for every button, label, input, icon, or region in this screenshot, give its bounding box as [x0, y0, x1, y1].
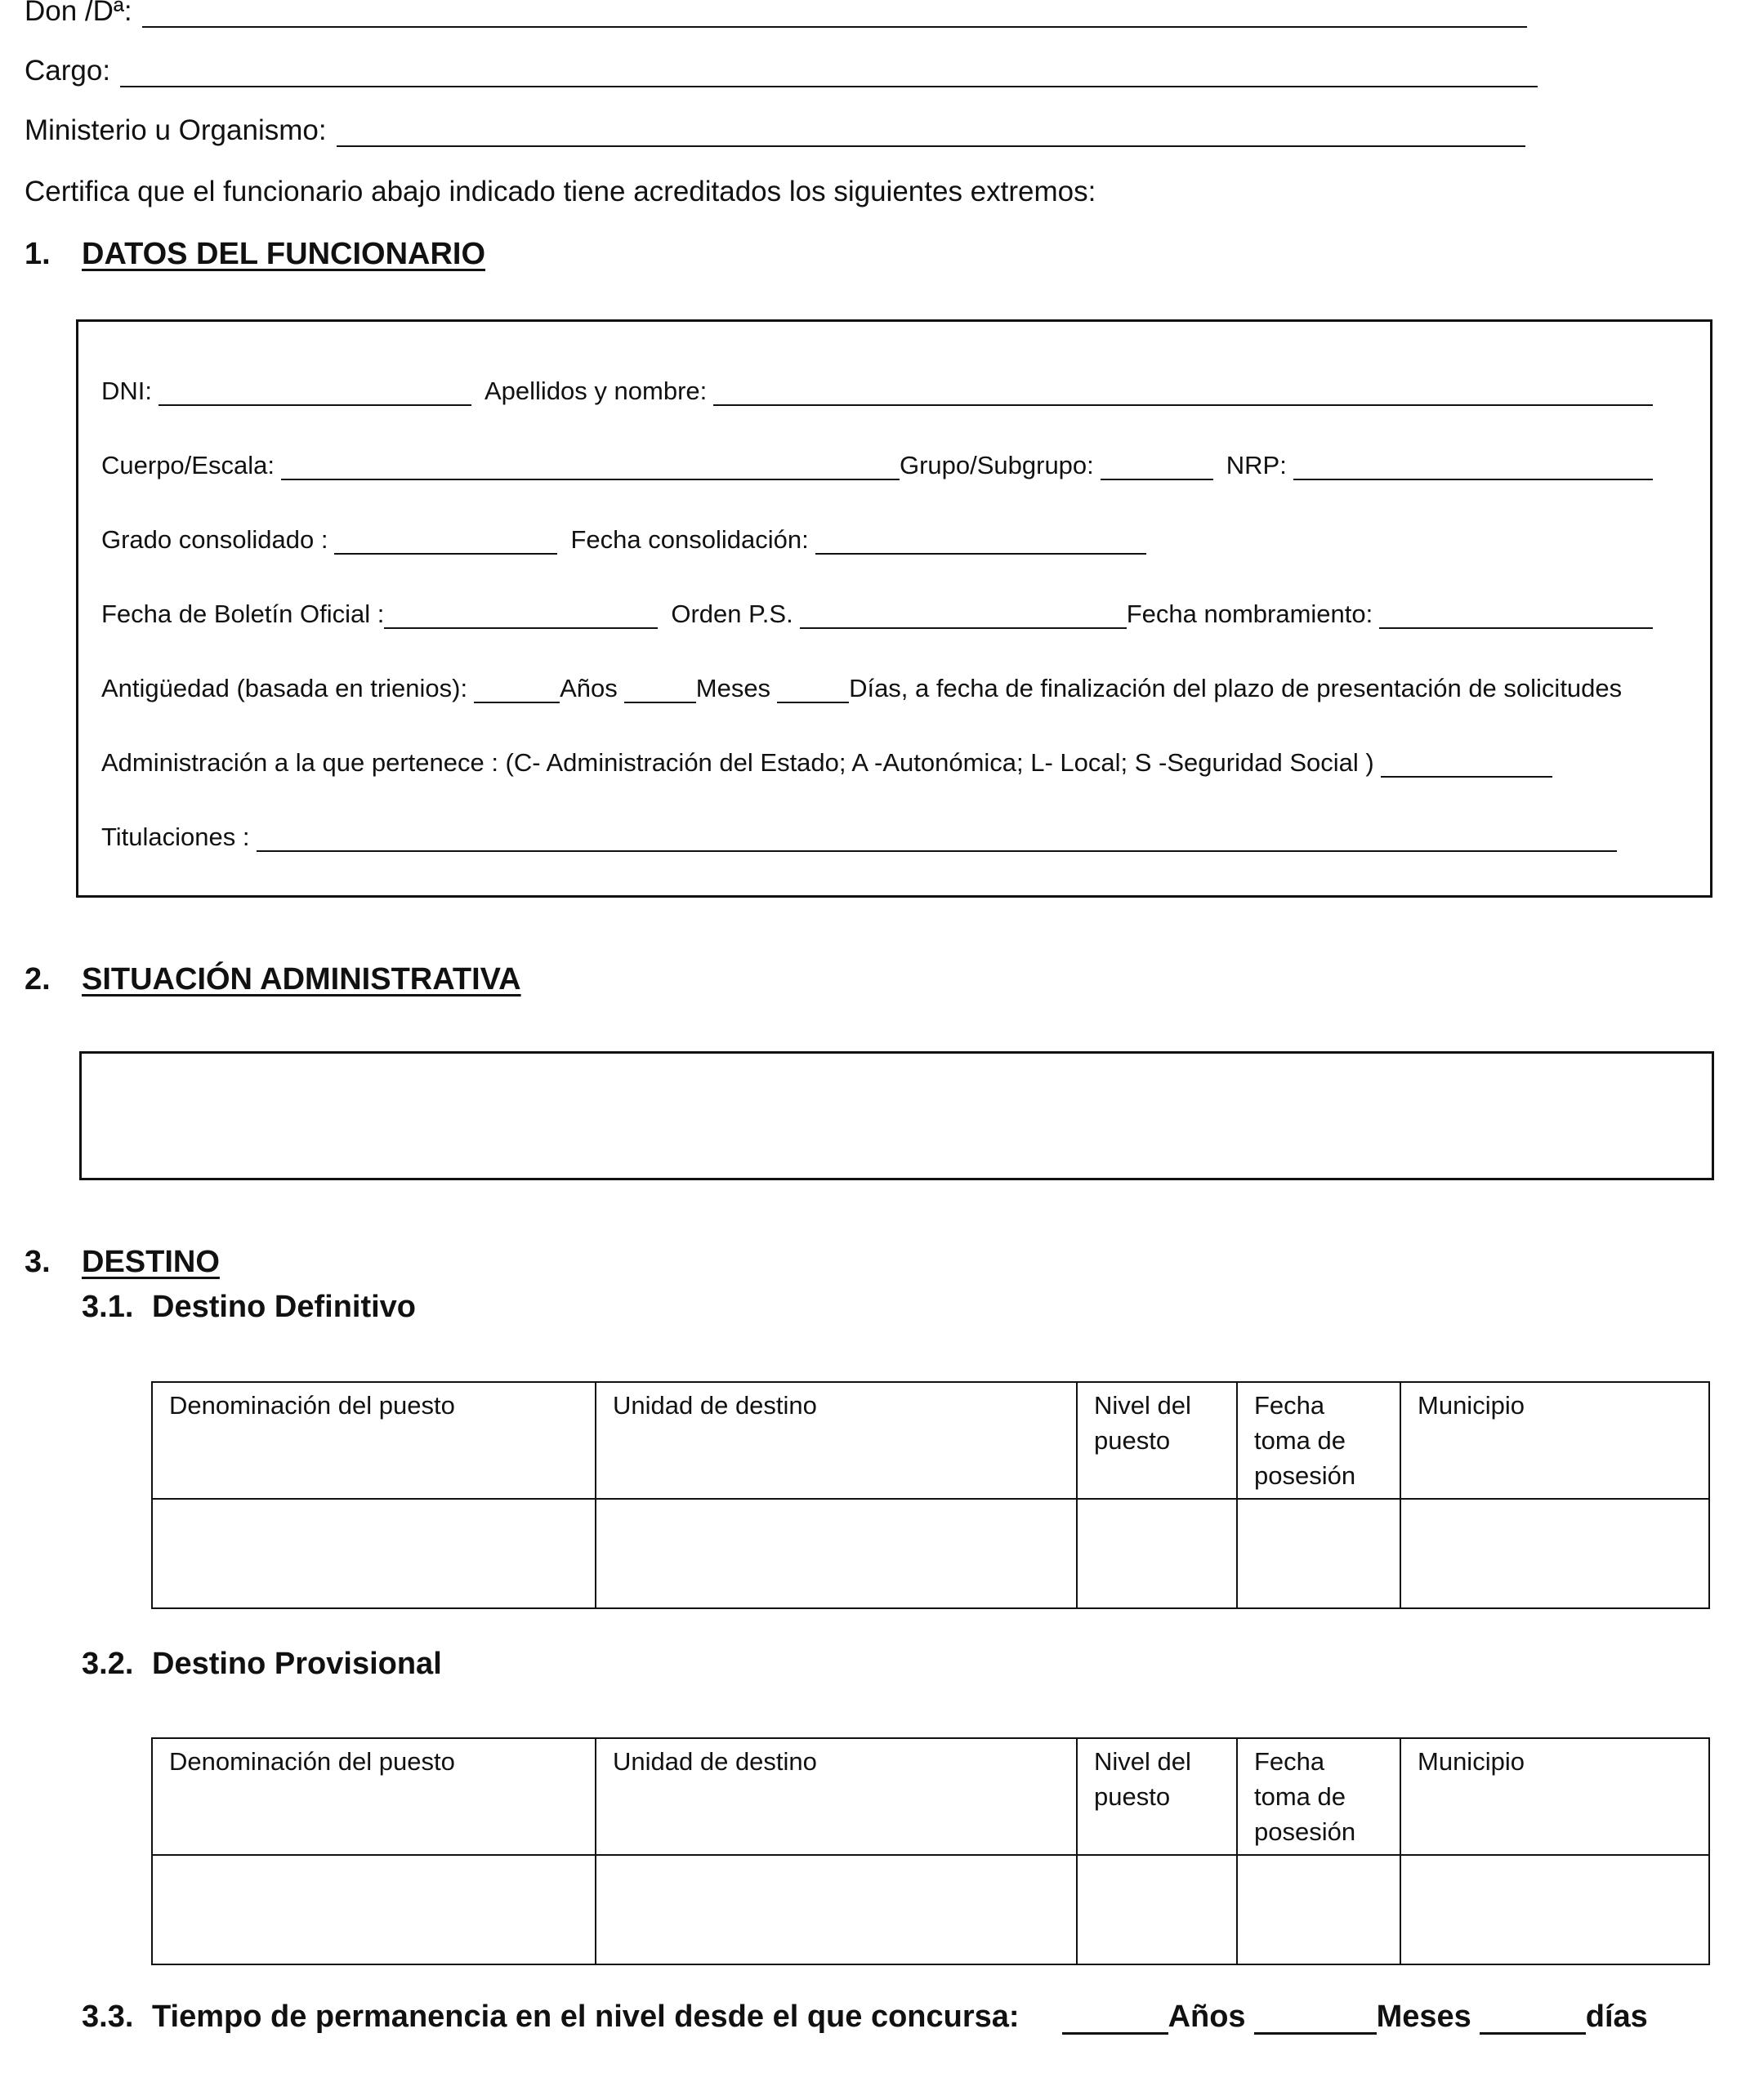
- destino-provisional-title: Destino Provisional: [152, 1647, 442, 1681]
- col-municipio: Municipio: [1400, 1738, 1709, 1855]
- col-unidad: Unidad de destino: [596, 1738, 1077, 1855]
- situacion-administrativa-box[interactable]: [79, 1051, 1714, 1180]
- titulaciones-input-line[interactable]: [257, 826, 1617, 852]
- ministerio-label: Ministerio u Organismo:: [25, 114, 327, 146]
- cell-fecha-toma[interactable]: [1237, 1855, 1400, 1964]
- fecha-boletin-label: Fecha de Boletín Oficial :: [101, 600, 385, 628]
- grado-input-line[interactable]: [334, 528, 557, 555]
- grado-label: Grado consolidado :: [101, 525, 328, 554]
- cell-fecha-toma[interactable]: [1237, 1499, 1400, 1608]
- col-fecha-toma: Fecha toma de posesión: [1237, 1738, 1400, 1855]
- section1-number: 1.: [25, 237, 51, 271]
- administracion-row: [101, 748, 1552, 778]
- grado-row: [101, 525, 1146, 555]
- table-header-row: [152, 1738, 1709, 1855]
- antiguedad-row: [101, 674, 1622, 703]
- fecha-nombramiento-label: Fecha nombramiento:: [1126, 600, 1373, 628]
- destino-definitivo-number: 3.1.: [82, 1290, 134, 1324]
- antiguedad-label: Antigüedad (basada en trienios):: [101, 674, 468, 702]
- boletin-row: [101, 600, 1653, 629]
- fecha-boletin-input-line[interactable]: [384, 603, 658, 629]
- table-row: [152, 1499, 1709, 1608]
- fecha-consolidacion-label: Fecha consolidación:: [570, 525, 809, 554]
- anos-label: Años: [560, 674, 618, 702]
- destino-definitivo-title: Destino Definitivo: [152, 1290, 417, 1324]
- dni-label: DNI:: [101, 377, 152, 405]
- anos-input-line[interactable]: [474, 677, 560, 703]
- permanencia-row: [82, 2000, 1648, 2035]
- destino-provisional-number: 3.2.: [82, 1647, 134, 1681]
- meses-input-line[interactable]: [624, 677, 696, 703]
- dias-suffix: Días, a fecha de finalización del plazo de presentación de solicitudes: [849, 674, 1623, 702]
- col-denominacion: Denominación del puesto: [152, 1382, 596, 1499]
- cell-nivel[interactable]: [1077, 1499, 1237, 1608]
- permanencia-dias-label: días: [1585, 2000, 1648, 2034]
- titulaciones-label: Titulaciones :: [101, 823, 250, 851]
- section2-heading: [25, 962, 521, 997]
- ministerio-input-line[interactable]: [337, 118, 1525, 147]
- grupo-label: Grupo/Subgrupo:: [899, 451, 1094, 479]
- section3-number: 3.: [25, 1245, 51, 1279]
- permanencia-meses-label: Meses: [1376, 2000, 1471, 2034]
- dni-row: [101, 377, 1653, 406]
- cuerpo-label: Cuerpo/Escala:: [101, 451, 275, 479]
- don-label: Don /Dª:: [25, 0, 132, 27]
- orden-input-line[interactable]: [800, 603, 1127, 629]
- permanencia-anos-input-line[interactable]: [1062, 2003, 1168, 2035]
- don-field-row: [25, 0, 1527, 28]
- fecha-nombramiento-input-line[interactable]: [1379, 603, 1653, 629]
- section2-title: SITUACIÓN ADMINISTRATIVA: [82, 962, 521, 996]
- cell-nivel[interactable]: [1077, 1855, 1237, 1964]
- certifica-text: Certifica que el funcionario abajo indicado tiene acreditados los siguientes extremos:: [25, 176, 1096, 207]
- section3-title: DESTINO: [82, 1245, 220, 1279]
- administracion-label: Administración a la que pertenece : (C- Administración del Estado; A -Autonómica; L- Local; S -Seguridad Social ): [101, 748, 1374, 777]
- fecha-consolidacion-input-line[interactable]: [815, 528, 1146, 555]
- permanencia-dias-input-line[interactable]: [1480, 2003, 1586, 2035]
- permanencia-meses-input-line[interactable]: [1254, 2003, 1377, 2035]
- nrp-input-line[interactable]: [1293, 454, 1653, 480]
- orden-label: Orden P.S.: [671, 600, 793, 628]
- cell-municipio[interactable]: [1400, 1499, 1709, 1608]
- apellidos-input-line[interactable]: [713, 380, 1653, 406]
- section1-title: DATOS DEL FUNCIONARIO: [82, 237, 486, 271]
- cell-municipio[interactable]: [1400, 1855, 1709, 1964]
- section3-heading: [25, 1245, 220, 1280]
- datos-funcionario-box: [76, 319, 1712, 898]
- dni-input-line[interactable]: [159, 380, 471, 406]
- destino-definitivo-table: [151, 1381, 1710, 1609]
- cuerpo-row: [101, 451, 1653, 480]
- cell-unidad[interactable]: [596, 1855, 1077, 1964]
- cell-unidad[interactable]: [596, 1499, 1077, 1608]
- destino-provisional-heading: [82, 1647, 442, 1682]
- col-unidad: Unidad de destino: [596, 1382, 1077, 1499]
- section2-number: 2.: [25, 962, 51, 996]
- col-municipio: Municipio: [1400, 1382, 1709, 1499]
- cargo-field-row: [25, 55, 1538, 87]
- grupo-input-line[interactable]: [1101, 454, 1213, 480]
- meses-label: Meses: [695, 674, 771, 702]
- permanencia-anos-label: Años: [1168, 2000, 1246, 2034]
- nrp-label: NRP:: [1226, 451, 1287, 479]
- permanencia-label: Tiempo de permanencia en el nivel desde el que concursa:: [152, 2000, 1020, 2034]
- titulaciones-row: [101, 823, 1617, 852]
- table-row: [152, 1855, 1709, 1964]
- destino-definitivo-heading: [82, 1290, 416, 1325]
- section1-heading: [25, 237, 485, 272]
- col-nivel: Nivel del puesto: [1077, 1382, 1237, 1499]
- ministerio-field-row: [25, 114, 1525, 147]
- administracion-input-line[interactable]: [1381, 751, 1552, 778]
- apellidos-label: Apellidos y nombre:: [484, 377, 708, 405]
- table-header-row: [152, 1382, 1709, 1499]
- col-denominacion: Denominación del puesto: [152, 1738, 596, 1855]
- permanencia-number: 3.3.: [82, 2000, 134, 2034]
- cell-denominacion[interactable]: [152, 1855, 596, 1964]
- cuerpo-input-line[interactable]: [281, 454, 900, 480]
- destino-provisional-table: [151, 1737, 1710, 1965]
- col-fecha-toma: Fecha toma de posesión: [1237, 1382, 1400, 1499]
- cargo-label: Cargo:: [25, 55, 111, 87]
- dias-input-line[interactable]: [777, 677, 849, 703]
- col-nivel: Nivel del puesto: [1077, 1738, 1237, 1855]
- cell-denominacion[interactable]: [152, 1499, 596, 1608]
- don-input-line[interactable]: [142, 0, 1527, 28]
- cargo-input-line[interactable]: [120, 58, 1538, 87]
